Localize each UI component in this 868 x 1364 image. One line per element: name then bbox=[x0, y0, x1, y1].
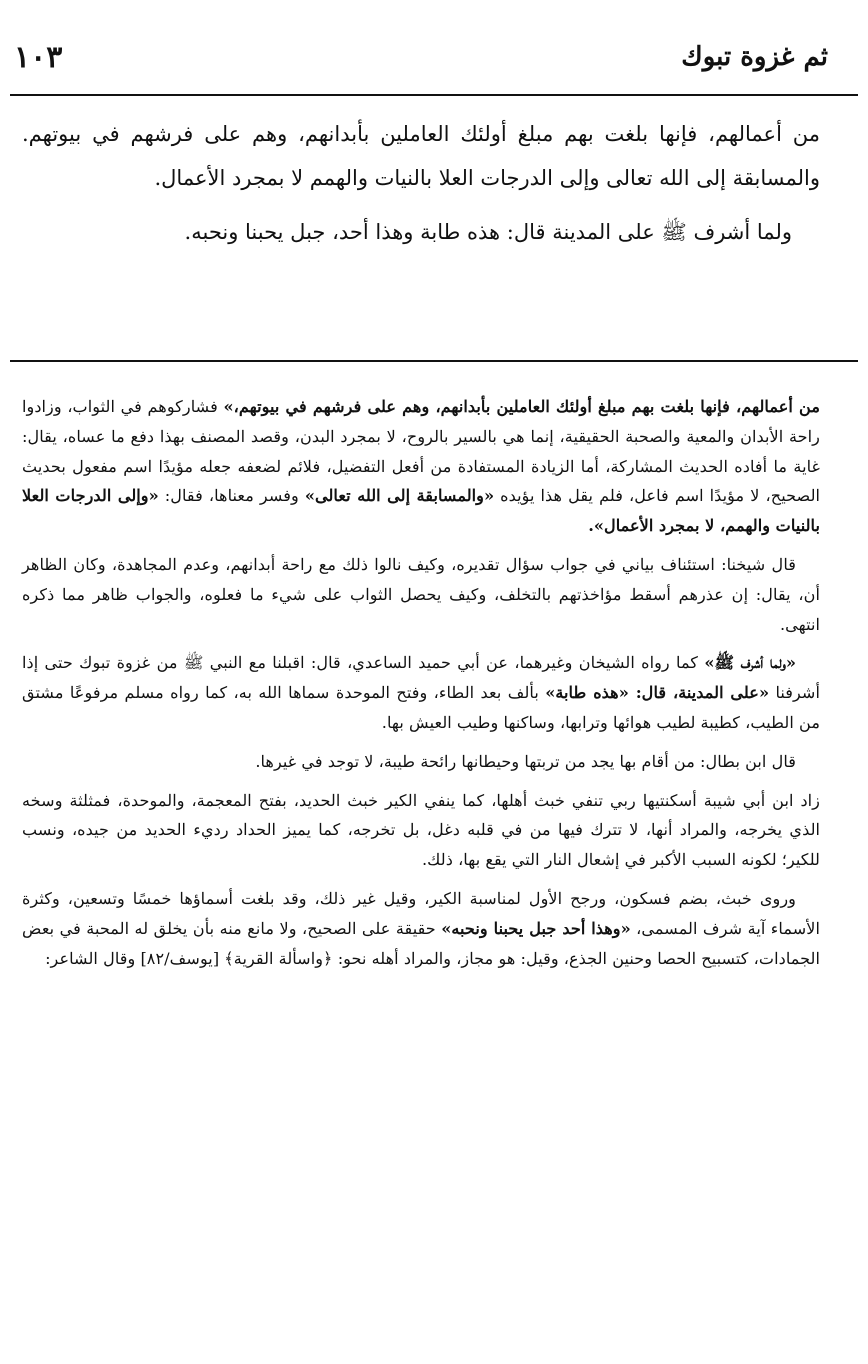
quoted-text: «والمسابقة إلى الله تعالى» bbox=[304, 486, 495, 506]
commentary-text: فشاركوهم في الثواب، وزادوا راحة الأبدان والمعية والصحبة الحقيقية، إنما هي بالسير بالروح، لا بمجرد البدن، وقصد المصنف بهذا دفع ما عساه، يقال: غاية ما أفاده الحديث المشاركة، أما الزيادة المستفادة من أفعل التفضيل، فلائم لضعفه جعله مؤيدًا اسم مفعول بحديث الصحيح، لا مؤيدًا اسم فاعل، فلم يقل هذا يؤيده bbox=[22, 397, 820, 506]
page-header bbox=[14, 34, 828, 80]
commentary-paragraph bbox=[22, 392, 820, 541]
page-number: ١٠٣ bbox=[14, 39, 63, 75]
commentary-paragraph: قال ابن بطال: من أقام بها يجد من تربتها وحيطانها رائحة طيبة، لا توجد في غيرها. bbox=[255, 751, 796, 771]
commentary-text: وروى خبث، بضم فسكون، ورجح الأول لمناسبة الكير، وقيل غير ذلك، وقد بلغت أسماؤها خمسًا وتسعين، وكثرة الأسماء آية شرف المسمى، bbox=[22, 888, 820, 938]
commentary-paragraph: زاد ابن أبي شيبة أسكنتيها ربي تنفي خبث أهلها، كما ينفي الكير خبث الحديد، بفتح المعجمة، والموحدة، فمثلثة وسخه الذي يخرجه، والمراد أنها، لا تترك فيها من في قلبه دغل، بل تخرجه، كما يميز الحداد رديء الحديد من جيده، ونسب للكير؛ لكونه السبب الأكبر في إشعال النار التي يقع بها، ذلك. bbox=[22, 790, 820, 870]
commentary-text: وفسر معناها، فقال: bbox=[158, 486, 305, 506]
running-title: ثم غزوة تبوك bbox=[681, 42, 828, 72]
quoted-text: «وهذا أحد جبل يحبنا ونحبه» bbox=[441, 918, 631, 938]
main-text-paragraph: ولما أشرف ﷺ على المدينة قال: هذه طابة وهذا أحد، جبل يحبنا ونحبه. bbox=[184, 220, 792, 244]
commentary bbox=[22, 392, 820, 982]
quoted-text: «ولما أشرف ﷺ» bbox=[704, 653, 797, 673]
header-divider bbox=[10, 94, 858, 96]
commentary-text: حقيقة على الصحيح، ولا مانع منه بأن يخلق له المحبة في بعض الجمادات، كتسبيح الحصا وحنين الجذع، وقيل: هو مجاز، والمراد أهله نحو: ﴿واسألة القرية﴾ [يوسف/٨٢] وقال الشاعر: bbox=[22, 918, 820, 968]
quoted-text: «على المدينة، قال: «هذه طابة» bbox=[545, 683, 770, 703]
main-text-paragraph: من أعمالهم، فإنها بلغت بهم مبلغ أولئك العاملين بأبدانهم، وهم على فرشهم في بيوتهم. والمسابقة إلى الله تعالى وإلى الدرجات العلا بالنيات والهمم لا بمجرد الأعمال. bbox=[22, 122, 820, 190]
quoted-text: من أعمالهم، فإنها بلغت بهم مبلغ أولئك العاملين بأبدانهم، وهم على فرشهم في بيوتهم،» bbox=[223, 397, 820, 416]
commentary-paragraph bbox=[22, 648, 820, 737]
main-text bbox=[22, 112, 820, 264]
commentary-paragraph: قال شيخنا: استئناف بياني في جواب سؤال تقديره، وكيف نالوا ذلك مع راحة أبدانهم، وعدم المجاهدة، وكان الظاهر أن، يقال: إن عذرهم أسقط مؤاخذتهم بالتخلف، وكيف يحصل الثواب على شيء ما فعلوه، والجواب ظاهر مما ذكره انتهى. bbox=[22, 554, 820, 634]
commentary-text: بألف بعد الطاء، وفتح الموحدة سماها الله به، كما رواه مسلم مرفوعًا مشتق من الطيب، كطيبة لطيب هوائها وترابها، وساكنها وطيب العيش بها. bbox=[22, 683, 820, 732]
commentary-text: كما رواه الشيخان وغيرهما، عن أبي حميد الساعدي، قال: اقبلنا مع النبي ﷺ من غزوة تبوك حتى إذا أشرفنا bbox=[22, 653, 820, 703]
commentary-divider bbox=[10, 360, 858, 362]
commentary-paragraph bbox=[22, 884, 820, 973]
quoted-text: «وإلى الدرجات العلا بالنيات والهمم، لا بمجرد الأعمال». bbox=[22, 486, 820, 536]
